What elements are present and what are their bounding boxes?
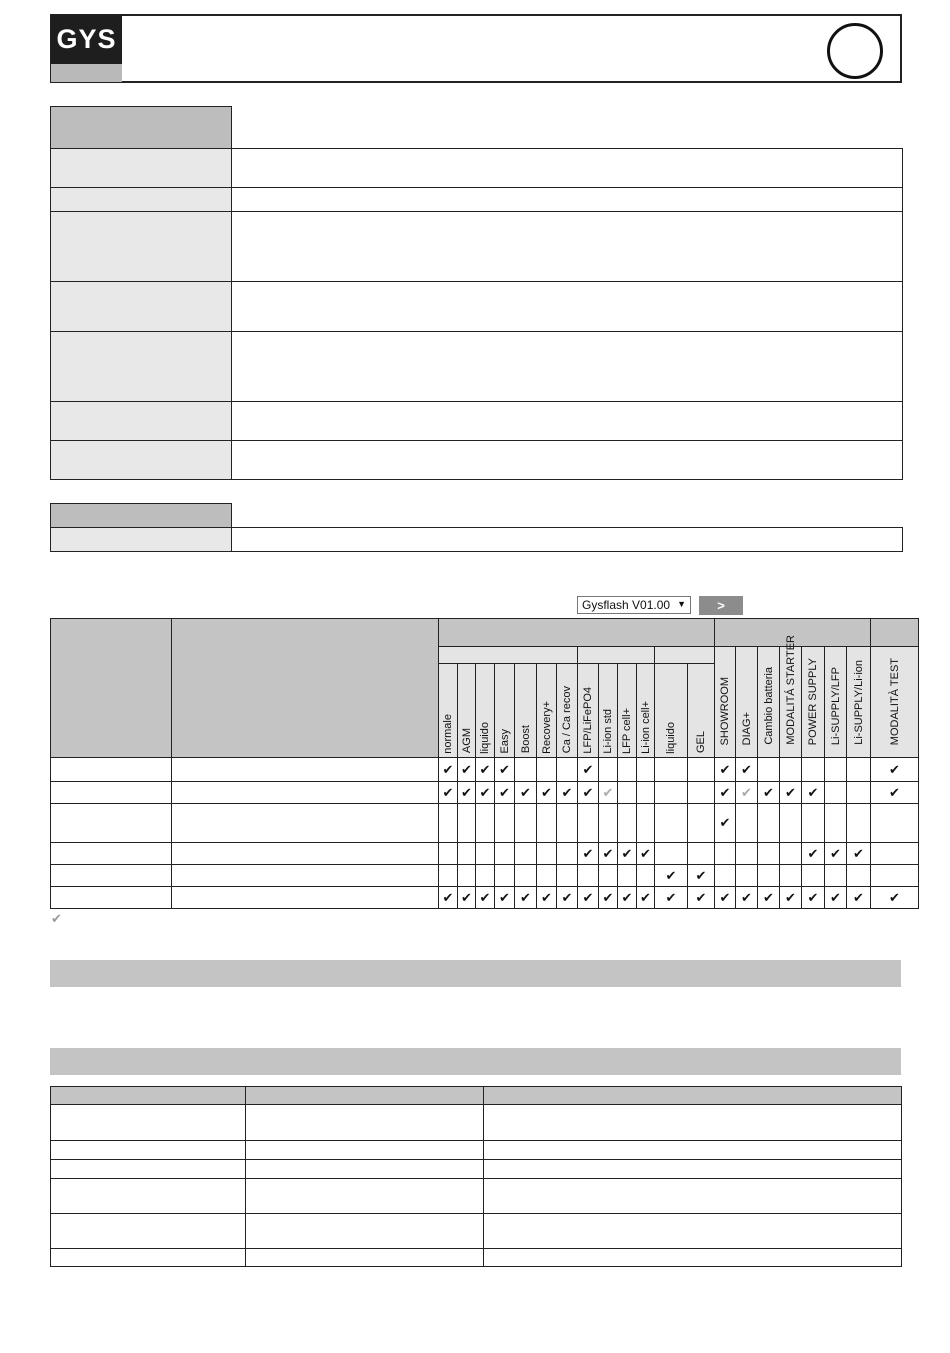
compat-label-cell [51, 804, 172, 843]
compat-cell [655, 843, 688, 865]
compat-row [51, 865, 919, 887]
compat-cell [537, 843, 557, 865]
compat-label-cell [51, 843, 172, 865]
compat-cell [758, 804, 780, 843]
col-header: SHOWROOM [715, 647, 736, 758]
col-header: MODALITÁ STARTER [780, 647, 802, 758]
col-header: Li-ion cell+ [637, 664, 655, 758]
compat-cell [736, 843, 758, 865]
compat-cell [802, 865, 825, 887]
check-icon: ✔ [736, 758, 758, 782]
compat-cell [458, 843, 476, 865]
check-icon: ✔ [871, 887, 919, 909]
sub-table [50, 503, 903, 552]
compat-cell [537, 758, 557, 782]
compat-cell [780, 804, 802, 843]
check-icon: ✔ [599, 782, 618, 804]
info-value [231, 188, 902, 212]
check-icon: ✔ [537, 887, 557, 909]
check-icon: ✔ [557, 887, 578, 909]
check-icon: ✔ [439, 782, 458, 804]
compat-cell [476, 804, 495, 843]
info-label [51, 282, 232, 332]
compat-row [51, 782, 919, 804]
col-header: GEL [688, 664, 715, 758]
info-value [231, 149, 902, 188]
compat-cell [637, 782, 655, 804]
check-icon: ✔ [847, 887, 871, 909]
section-bar [50, 960, 901, 987]
compat-cell [847, 782, 871, 804]
compat-cell [780, 843, 802, 865]
col-header: Li-SUPPLY/Li-ion [847, 647, 871, 758]
check-icon: ✔ [599, 887, 618, 909]
col-header: MODALITÀ TEST [871, 647, 919, 758]
compat-row [51, 804, 919, 843]
compat-label-cell [172, 887, 439, 909]
check-icon: ✔ [515, 782, 537, 804]
info-label [51, 441, 232, 480]
col-header: Cambio batteria [758, 647, 780, 758]
compat-row [51, 843, 919, 865]
compat-cell [515, 804, 537, 843]
product-select-value: Gysflash V01.00 [582, 598, 671, 612]
compat-cell [458, 804, 476, 843]
gray-check-icon: ✔ [51, 911, 62, 926]
compat-cell [688, 843, 715, 865]
check-icon: ✔ [715, 782, 736, 804]
check-icon: ✔ [715, 758, 736, 782]
check-icon: ✔ [515, 887, 537, 909]
compat-label-cell [172, 843, 439, 865]
compat-cell [476, 865, 495, 887]
check-icon: ✔ [618, 843, 637, 865]
compat-label-cell [172, 865, 439, 887]
info-label [51, 402, 232, 441]
check-icon: ✔ [802, 887, 825, 909]
check-icon: ✔ [688, 865, 715, 887]
compat-cell [780, 758, 802, 782]
compat-cell [637, 758, 655, 782]
check-icon: ✔ [736, 782, 758, 804]
compat-label-cell [172, 782, 439, 804]
col-header: Li-ion std [599, 664, 618, 758]
compat-cell [637, 804, 655, 843]
check-icon: ✔ [637, 887, 655, 909]
check-icon: ✔ [825, 843, 847, 865]
compat-cell [758, 843, 780, 865]
compat-cell [515, 758, 537, 782]
compat-cell [655, 804, 688, 843]
check-icon: ✔ [637, 843, 655, 865]
col-header: liquido [655, 664, 688, 758]
compat-cell [825, 758, 847, 782]
compat-cell [537, 804, 557, 843]
compat-cell [736, 804, 758, 843]
check-icon: ✔ [758, 782, 780, 804]
col-header: Recovery+ [537, 664, 557, 758]
check-icon: ✔ [476, 782, 495, 804]
go-button[interactable]: > [699, 596, 743, 615]
logo-text: GYS [51, 15, 122, 64]
info-value [231, 212, 902, 282]
compat-cell [871, 804, 919, 843]
info-label [51, 332, 232, 402]
compat-cell [458, 865, 476, 887]
compat-cell [715, 843, 736, 865]
dropdown-arrow-icon: ▼ [677, 599, 686, 609]
check-icon: ✔ [557, 782, 578, 804]
check-icon: ✔ [578, 782, 599, 804]
compat-cell [476, 843, 495, 865]
compat-cell [578, 804, 599, 843]
compatibility-table [50, 618, 919, 909]
check-icon: ✔ [871, 758, 919, 782]
compat-cell [618, 782, 637, 804]
compat-cell [557, 865, 578, 887]
check-icon: ✔ [495, 782, 515, 804]
compat-label-cell [51, 887, 172, 909]
check-icon: ✔ [715, 887, 736, 909]
compat-cell [495, 804, 515, 843]
info-label [51, 149, 232, 188]
compat-cell [825, 782, 847, 804]
info-label [51, 188, 232, 212]
compat-cell [637, 865, 655, 887]
compat-cell [715, 865, 736, 887]
compat-label-cell [172, 758, 439, 782]
compat-cell [495, 865, 515, 887]
col-header: normale [439, 664, 458, 758]
compat-cell [780, 865, 802, 887]
compat-label-cell [51, 782, 172, 804]
info-value [231, 282, 902, 332]
check-icon: ✔ [825, 887, 847, 909]
check-icon: ✔ [476, 887, 495, 909]
compat-cell [439, 843, 458, 865]
gys-logo [51, 15, 122, 82]
compat-cell [758, 865, 780, 887]
check-icon: ✔ [802, 843, 825, 865]
compat-cell [537, 865, 557, 887]
compat-label-cell [51, 758, 172, 782]
info-header-cell [51, 107, 232, 149]
check-icon: ✔ [578, 758, 599, 782]
info-value [231, 402, 902, 441]
circle-icon [827, 23, 883, 79]
check-icon: ✔ [715, 804, 736, 843]
compat-row [51, 887, 919, 909]
compat-cell [825, 804, 847, 843]
col-header: Li-SUPPLY/LFP [825, 647, 847, 758]
check-icon: ✔ [476, 758, 495, 782]
col-header: Ca / Ca recov [557, 664, 578, 758]
col-header: AGM [458, 664, 476, 758]
compat-cell [688, 782, 715, 804]
check-icon: ✔ [495, 758, 515, 782]
compat-cell [439, 804, 458, 843]
compat-cell [871, 843, 919, 865]
col-header: LFP/LiFePO4 [578, 664, 599, 758]
compat-cell [825, 865, 847, 887]
check-icon: ✔ [537, 782, 557, 804]
compat-cell [847, 865, 871, 887]
info-table [50, 106, 903, 480]
page-header [50, 14, 902, 83]
compat-cell [618, 758, 637, 782]
compat-cell [557, 804, 578, 843]
compat-cell [557, 843, 578, 865]
compat-cell [802, 804, 825, 843]
check-icon: ✔ [847, 843, 871, 865]
compat-cell [599, 804, 618, 843]
compat-cell [758, 758, 780, 782]
bottom-table [50, 1086, 902, 1267]
check-icon: ✔ [736, 887, 758, 909]
check-icon: ✔ [802, 782, 825, 804]
check-icon: ✔ [688, 887, 715, 909]
info-value [231, 441, 902, 480]
compat-cell [618, 804, 637, 843]
compat-cell [655, 758, 688, 782]
compat-cell [599, 865, 618, 887]
compat-label-cell [172, 804, 439, 843]
compat-cell [655, 782, 688, 804]
compat-cell [847, 804, 871, 843]
section-bar [50, 1048, 901, 1075]
col-header: Easy [495, 664, 515, 758]
compat-cell [495, 843, 515, 865]
compat-cell [802, 758, 825, 782]
check-icon: ✔ [655, 887, 688, 909]
col-header: LFP cell+ [618, 664, 637, 758]
col-header: DIAG+ [736, 647, 758, 758]
check-icon: ✔ [439, 758, 458, 782]
compat-cell [578, 865, 599, 887]
compat-label-cell [51, 865, 172, 887]
check-icon: ✔ [758, 887, 780, 909]
compat-cell [439, 865, 458, 887]
check-icon: ✔ [578, 887, 599, 909]
check-icon: ✔ [439, 887, 458, 909]
check-icon: ✔ [578, 843, 599, 865]
compat-cell [736, 865, 758, 887]
compat-cell [515, 843, 537, 865]
info-label [51, 212, 232, 282]
compat-cell [515, 865, 537, 887]
compat-cell [618, 865, 637, 887]
compat-row [51, 758, 919, 782]
compat-cell [847, 758, 871, 782]
check-icon: ✔ [458, 758, 476, 782]
check-icon: ✔ [458, 782, 476, 804]
check-icon: ✔ [618, 887, 637, 909]
check-icon: ✔ [495, 887, 515, 909]
compat-cell [688, 804, 715, 843]
check-icon: ✔ [458, 887, 476, 909]
check-icon: ✔ [780, 782, 802, 804]
info-value [231, 332, 902, 402]
check-icon: ✔ [599, 843, 618, 865]
col-header: Boost [515, 664, 537, 758]
check-icon: ✔ [780, 887, 802, 909]
product-select[interactable] [577, 596, 691, 614]
compat-cell [688, 758, 715, 782]
check-icon: ✔ [871, 782, 919, 804]
compat-cell [871, 865, 919, 887]
compat-cell [557, 758, 578, 782]
compatibility-rows [51, 758, 919, 909]
check-icon: ✔ [655, 865, 688, 887]
compat-cell [599, 758, 618, 782]
col-header: liquido [476, 664, 495, 758]
col-header: POWER SUPPLY [802, 647, 825, 758]
